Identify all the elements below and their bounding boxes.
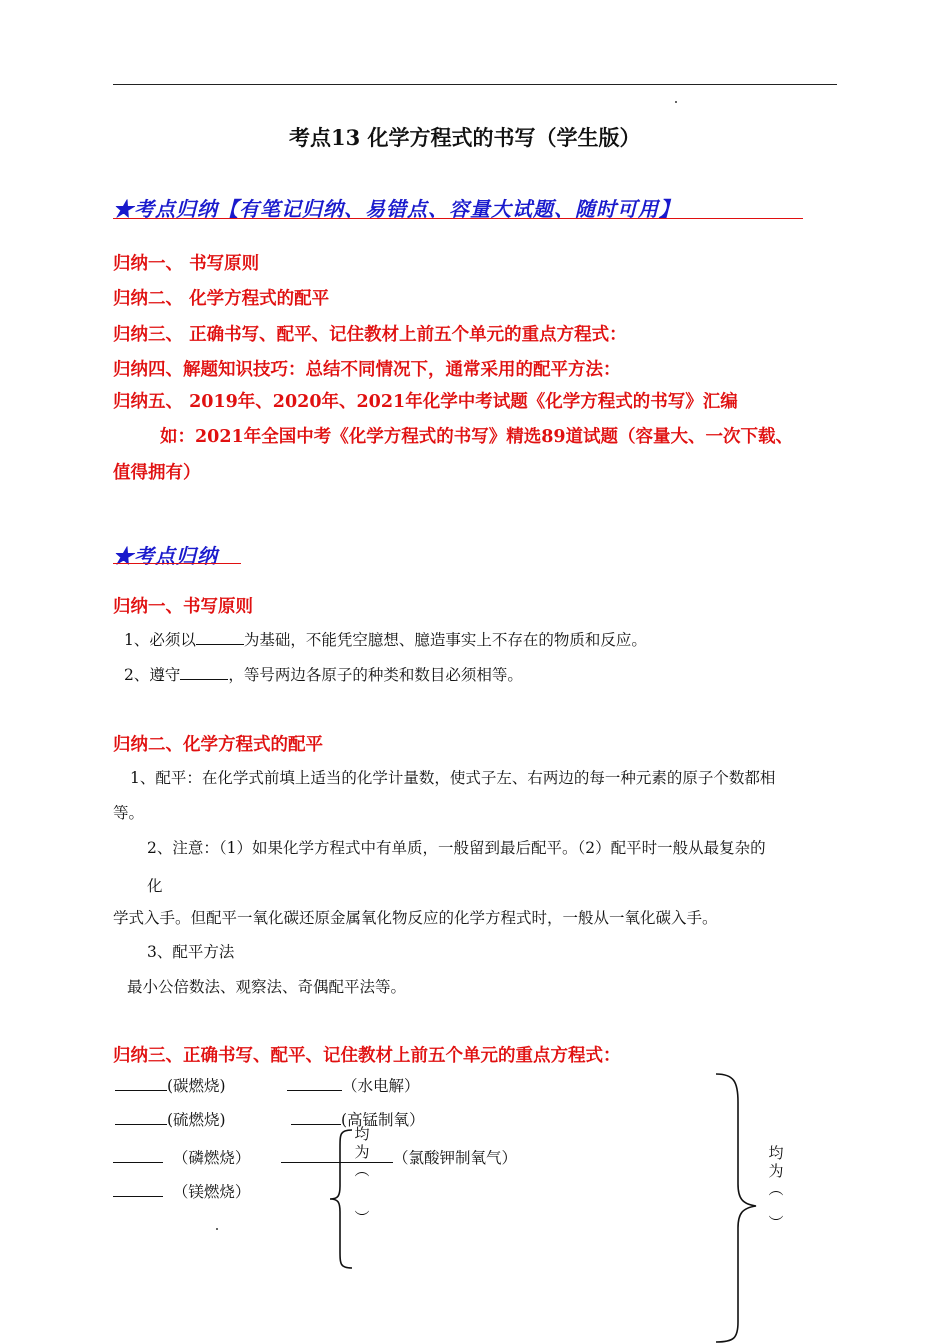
brace-char: 为 [354,1143,370,1161]
brace-char: ︵ [354,1161,370,1179]
fill-blank [115,1075,167,1091]
fill-blank [196,629,244,645]
principle-text: 1、必须以 [124,631,196,649]
fill-blank [113,1147,163,1163]
section-heading: 归纳一、书写原则 [113,597,253,617]
equation-label: (硫燃烧) [167,1111,226,1129]
toc-item: 归纳五、 2019年、2020年、2021年化学中考试题《化学方程式的书写》汇编 [113,392,738,412]
spacer [354,1179,370,1209]
paragraph: 1、配平：在化学式前填上适当的化学计量数，使式子左、右两边的每一种元素的原子个数都相 [130,769,776,787]
brace-label [354,1125,370,1227]
brace-label [768,1144,784,1232]
left-brace [326,1128,356,1270]
principle-text: 2、遵守 [124,666,181,684]
principle-item [124,663,523,685]
format-mark [216,1228,218,1230]
banner-underline [113,218,803,219]
principle-text: 为基础，不能凭空臆想、臆造事实上不存在的物质和反应。 [243,631,647,649]
toc-note: 如：2021年全国中考《化学方程式的书写》精选89道试题（容量大、一次下载、 [160,427,794,447]
brace-char: 为 [768,1162,784,1180]
spacer [768,1198,784,1214]
equation-label: (高锰制氧） [341,1111,425,1129]
paragraph: 最小公倍数法、观察法、奇偶配平法等。 [127,978,407,996]
fill-blank [180,664,228,680]
banner-underline [113,563,241,564]
section-heading: 归纳二、化学方程式的配平 [113,735,323,755]
equation-blank [115,1074,226,1096]
paragraph: 2、注意：（1）如果化学方程式中有单质，一般留到最后配平。（2）配平时一般从最复杂的 [147,839,766,857]
paragraph: 3、配平方法 [147,943,235,961]
brace-char: 均 [768,1144,784,1162]
paragraph: 化 [147,877,163,895]
summary-banner: ★考点归纳【有笔记归纳、易错点、容量大试题、随时可用】 [113,197,680,221]
fill-blank [113,1181,163,1197]
equation-blank [113,1146,250,1168]
equation-label: （镁燃烧） [172,1183,251,1201]
fill-blank [287,1075,342,1091]
fill-blank [291,1109,341,1125]
brace-char: ︵ [768,1180,784,1198]
toc-item: 归纳三、 正确书写、配平、记住教材上前五个单元的重点方程式： [113,325,627,345]
page-title: 考点13 化学方程式的书写（学生版） [289,125,641,150]
principle-item [124,628,647,650]
toc-item: 归纳二、 化学方程式的配平 [113,289,330,309]
equation-label: (碳燃烧) [167,1077,226,1095]
brace-char: ︶ [354,1209,370,1227]
format-mark [675,101,677,103]
equation-blank [113,1180,250,1202]
equation-label: （磷燃烧） [172,1149,251,1167]
section-heading: 归纳三、正确书写、配平、记住教材上前五个单元的重点方程式： [113,1046,621,1066]
equation-blank [281,1146,517,1168]
brace-char: ︶ [768,1214,784,1232]
principle-text: ，等号两边各原子的种类和数目必须相等。 [228,666,523,684]
toc-note: 值得拥有） [113,463,201,483]
equation-label: （氯酸钾制氧气） [393,1149,518,1167]
right-brace [712,1072,772,1344]
header-rule [113,84,837,85]
section-banner: ★考点归纳 [113,544,218,568]
paragraph: 学式入手。但配平一氧化碳还原金属氧化物反应的化学方程式时，一般从一氧化碳入手。 [113,909,718,927]
equation-label: （水电解） [342,1077,420,1095]
equation-blank [287,1074,420,1096]
fill-blank [115,1109,167,1125]
toc-item: 归纳四、解题知识技巧：总结不同情况下，通常采用的配平方法： [113,360,621,380]
equation-blank [115,1108,226,1130]
toc-item: 归纳一、 书写原则 [113,254,260,274]
brace-char: 均 [354,1125,370,1143]
paragraph: 等。 [113,804,145,822]
